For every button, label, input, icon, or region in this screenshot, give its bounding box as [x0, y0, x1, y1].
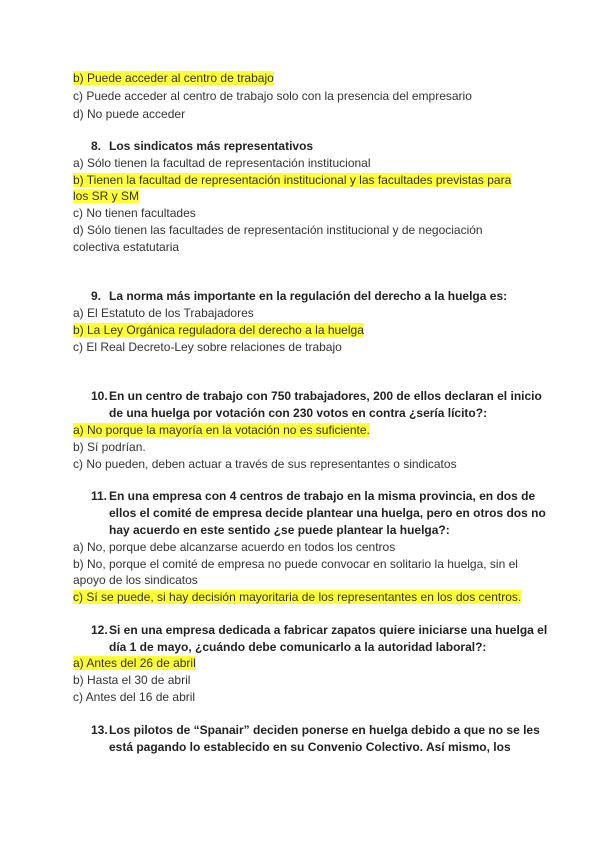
q13-title-line2: está pagando lo establecido en su Convenio Colectivo. Así mismo, los — [109, 740, 511, 754]
q11-title-line3: hay acuerdo en este sentido ¿se puede plantear la huelga?: — [109, 523, 450, 537]
q8-option-b-line2 — [73, 188, 139, 204]
q10-option-a-text: a) No porque la mayoría en la votación no es suficiente. — [73, 423, 370, 437]
q8-title: Los sindicatos más representativos — [109, 139, 314, 153]
q9-title: La norma más importante en la regulación del derecho a la huelga es: — [109, 289, 508, 303]
q12-option-c: c) Antes del 16 de abril — [73, 690, 196, 704]
q11-option-b-line1: b) No, porque el comité de empresa no puede convocar en solitario la huelga, sin el — [73, 557, 518, 571]
q10-option-c: c) No pueden, deben actuar a través de sus representantes o sindicatos — [73, 457, 457, 471]
q12-number: 12. — [91, 623, 108, 637]
q11-title-line2: ellos el comité de empresa decide plantear una huelga, pero en otros dos no — [109, 506, 546, 520]
q8-option-b-line1 — [73, 172, 511, 188]
q11-option-c-text: c) Sí se puede, si hay decisión mayoritaria de los representantes en los dos centros. — [73, 590, 522, 604]
q10-option-b: b) Sí podrían. — [73, 440, 146, 454]
q8-option-a: a) Sólo tienen la facultad de representación institucional — [73, 156, 371, 170]
q9-number: 9. — [91, 289, 102, 303]
q9-option-b-text: b) La Ley Orgánica reguladora del derecho a la huelga — [73, 323, 364, 337]
q12-title-line1: Si en una empresa dedicada a fabricar zapatos quiere iniciarse una huelga el — [109, 623, 548, 637]
q8-option-c: c) No tienen facultades — [73, 206, 196, 220]
q11-option-c — [73, 589, 521, 605]
q10-title-line1: En un centro de trabajo con 750 trabajadores, 200 de ellos declaran el inicio — [109, 389, 542, 403]
q10-number: 10. — [91, 389, 108, 403]
q11-title-line1: En una empresa con 4 centros de trabajo en la misma provincia, en dos de — [109, 489, 536, 503]
q8-option-b-text2: los SR y SM — [73, 189, 140, 203]
q12-option-a-text: a) Antes del 26 de abril — [73, 656, 196, 670]
q12-option-b: b) Hasta el 30 de abril — [73, 673, 191, 687]
q11-option-b-line2: apoyo de los sindicatos — [73, 573, 198, 587]
q9-option-b — [73, 322, 364, 338]
q7-option-d: d) No puede acceder — [73, 107, 186, 121]
q9-option-c: c) El Real Decreto-Ley sobre relaciones de trabajo — [73, 340, 342, 354]
q9-option-a: a) El Estatuto de los Trabajadores — [73, 306, 254, 320]
q8-option-b-text1: b) Tienen la facultad de representación institucional y las facultades previstas para — [73, 173, 512, 187]
q10-title-line2: de una huelga por votación con 230 votos en contra ¿sería lícito?: — [109, 406, 488, 420]
q11-option-a: a) No, porque debe alcanzarse acuerdo en todos los centros — [73, 540, 396, 554]
q12-option-a — [73, 655, 196, 671]
q10-option-a — [73, 422, 370, 438]
q7-option-c: c) Puede acceder al centro de trabajo solo con la presencia del empresario — [73, 89, 472, 103]
q13-title-line1: Los pilotos de “Spanair” deciden ponerse en huelga debido a que no se les — [109, 723, 540, 737]
q8-option-d-line1: d) Sólo tienen las facultades de representación institucional y de negociación — [73, 223, 483, 237]
q8-option-d-line2: colectiva estatutaria — [73, 240, 180, 254]
q13-number: 13. — [91, 723, 108, 737]
q7-option-b — [73, 70, 274, 86]
q12-title-line2: día 1 de mayo, ¿cuándo debe comunicarlo a la autoridad laboral?: — [109, 640, 487, 654]
q7-option-b-text: b) Puede acceder al centro de trabajo — [73, 71, 274, 85]
q11-number: 11. — [91, 489, 108, 503]
q8-number: 8. — [91, 139, 102, 153]
